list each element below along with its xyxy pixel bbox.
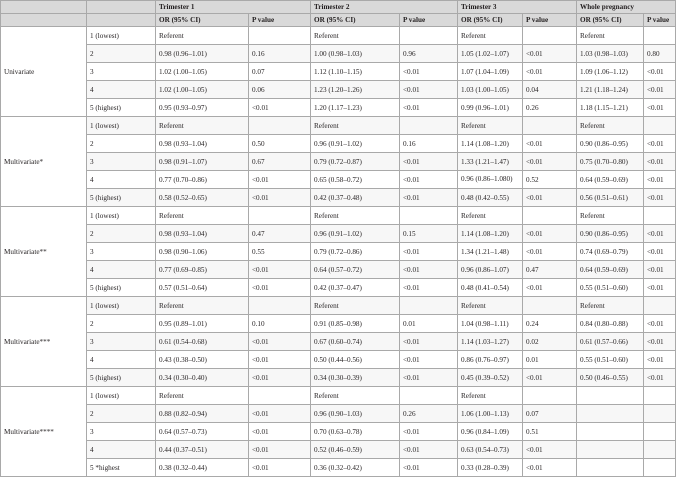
t2-or-cell: Referent xyxy=(311,297,400,315)
whole-or-cell: 0.75 (0.70–0.80) xyxy=(577,153,644,171)
header-group-trimester-3: Trimester 3 xyxy=(458,1,577,14)
t1-p-cell: <0.01 xyxy=(249,279,311,297)
t3-or-cell: 1.14 (1.08–1.20) xyxy=(458,135,523,153)
t2-or-cell: 1.00 (0.98–1.03) xyxy=(311,45,400,63)
whole-p-cell: <0.01 xyxy=(644,153,676,171)
t1-or-cell: 0.43 (0.38–0.50) xyxy=(156,351,249,369)
table-row xyxy=(1,459,676,477)
t2-p-cell: <0.01 xyxy=(400,81,458,99)
header-p-value: P value xyxy=(523,14,577,27)
t1-or-cell: 0.38 (0.32–0.44) xyxy=(156,459,249,477)
t1-p-cell: <0.01 xyxy=(249,261,311,279)
whole-or-cell xyxy=(577,387,644,405)
t2-or-cell: 1.20 (1.17–1.23) xyxy=(311,99,400,117)
t2-or-cell: 0.42 (0.37–0.48) xyxy=(311,189,400,207)
t3-or-cell: 0.96 (0.86–1.080) xyxy=(458,171,523,189)
quintile-cell: 4 xyxy=(87,81,156,99)
t2-p-cell: <0.01 xyxy=(400,171,458,189)
t1-p-cell: 0.07 xyxy=(249,63,311,81)
t2-p-cell: 0.16 xyxy=(400,135,458,153)
whole-p-cell xyxy=(644,459,676,477)
t1-or-cell: 0.98 (0.90–1.06) xyxy=(156,243,249,261)
whole-p-cell: <0.01 xyxy=(644,369,676,387)
t3-or-cell: 0.86 (0.76–0.97) xyxy=(458,351,523,369)
quintile-cell: 3 xyxy=(87,333,156,351)
t1-or-cell: 0.58 (0.52–0.65) xyxy=(156,189,249,207)
t1-p-cell: <0.01 xyxy=(249,369,311,387)
t3-p-cell: 0.24 xyxy=(523,315,577,333)
t3-p-cell: <0.01 xyxy=(523,63,577,81)
quintile-cell: 5 (highest) xyxy=(87,189,156,207)
whole-p-cell: <0.01 xyxy=(644,171,676,189)
table-row xyxy=(1,27,676,45)
whole-or-cell xyxy=(577,441,644,459)
t1-or-cell: 0.95 (0.93–0.97) xyxy=(156,99,249,117)
whole-or-cell xyxy=(577,459,644,477)
t1-or-cell: 0.98 (0.93–1.04) xyxy=(156,135,249,153)
t2-or-cell: 0.70 (0.63–0.78) xyxy=(311,423,400,441)
t2-p-cell xyxy=(400,117,458,135)
whole-p-cell xyxy=(644,441,676,459)
t2-or-cell: 0.65 (0.58–0.72) xyxy=(311,171,400,189)
t2-p-cell: <0.01 xyxy=(400,279,458,297)
t3-or-cell: 1.03 (1.00–1.05) xyxy=(458,81,523,99)
t2-or-cell: 0.52 (0.46–0.59) xyxy=(311,441,400,459)
t1-or-cell: 1.02 (1.00–1.05) xyxy=(156,63,249,81)
whole-or-cell: Referent xyxy=(577,297,644,315)
whole-or-cell xyxy=(577,405,644,423)
whole-or-cell: 1.18 (1.15–1.21) xyxy=(577,99,644,117)
whole-p-cell: <0.01 xyxy=(644,279,676,297)
quintile-cell: 2 xyxy=(87,135,156,153)
table-row xyxy=(1,369,676,387)
t1-p-cell: 0.67 xyxy=(249,153,311,171)
t1-p-cell: 0.10 xyxy=(249,315,311,333)
t1-p-cell: 0.55 xyxy=(249,243,311,261)
table-row xyxy=(1,387,676,405)
t1-or-cell: Referent xyxy=(156,207,249,225)
t3-or-cell: Referent xyxy=(458,297,523,315)
t1-p-cell: <0.01 xyxy=(249,405,311,423)
t3-p-cell: <0.01 xyxy=(523,225,577,243)
t1-or-cell: Referent xyxy=(156,117,249,135)
t3-or-cell: 0.96 (0.86–1.07) xyxy=(458,261,523,279)
whole-p-cell xyxy=(644,207,676,225)
t2-p-cell: <0.01 xyxy=(400,423,458,441)
table-row xyxy=(1,135,676,153)
table-row xyxy=(1,207,676,225)
t2-or-cell: 0.96 (0.91–1.02) xyxy=(311,225,400,243)
whole-p-cell: <0.01 xyxy=(644,63,676,81)
t1-p-cell: 0.47 xyxy=(249,225,311,243)
t1-p-cell: <0.01 xyxy=(249,423,311,441)
quintile-cell: 1 (lowest) xyxy=(87,27,156,45)
t1-p-cell: <0.01 xyxy=(249,441,311,459)
t2-or-cell: Referent xyxy=(311,27,400,45)
t3-p-cell: 0.51 xyxy=(523,423,577,441)
header-blank-quintile-2 xyxy=(87,14,156,27)
t1-or-cell: 0.98 (0.93–1.04) xyxy=(156,225,249,243)
whole-p-cell: <0.01 xyxy=(644,99,676,117)
t1-p-cell: <0.01 xyxy=(249,351,311,369)
t3-or-cell: 1.34 (1.21–1.48) xyxy=(458,243,523,261)
t2-p-cell: <0.01 xyxy=(400,261,458,279)
t2-p-cell xyxy=(400,207,458,225)
whole-or-cell: 0.90 (0.86–0.95) xyxy=(577,135,644,153)
t1-p-cell xyxy=(249,297,311,315)
whole-or-cell: 0.55 (0.51–0.60) xyxy=(577,279,644,297)
table-row xyxy=(1,99,676,117)
t2-or-cell: 1.23 (1.20–1.26) xyxy=(311,81,400,99)
whole-or-cell: 1.09 (1.06–1.12) xyxy=(577,63,644,81)
quintile-cell: 1 (lowest) xyxy=(87,297,156,315)
header-group-row xyxy=(1,1,676,14)
table-body xyxy=(1,27,676,477)
model-label: Multivariate*** xyxy=(1,297,87,387)
t2-or-cell: 0.50 (0.44–0.56) xyxy=(311,351,400,369)
table-row xyxy=(1,189,676,207)
t3-or-cell: Referent xyxy=(458,117,523,135)
header-p-value: P value xyxy=(644,14,676,27)
t3-p-cell xyxy=(523,297,577,315)
model-label: Multivariate**** xyxy=(1,387,87,477)
header-blank-quintile xyxy=(87,1,156,14)
t3-p-cell: <0.01 xyxy=(523,45,577,63)
t1-or-cell: 1.02 (1.00–1.05) xyxy=(156,81,249,99)
table-row xyxy=(1,153,676,171)
t1-or-cell: 0.98 (0.96–1.01) xyxy=(156,45,249,63)
whole-or-cell: 1.21 (1.18–1.24) xyxy=(577,81,644,99)
whole-p-cell: 0.80 xyxy=(644,45,676,63)
t3-or-cell: 1.05 (1.02–1.07) xyxy=(458,45,523,63)
whole-or-cell xyxy=(577,423,644,441)
t2-p-cell: 0.96 xyxy=(400,45,458,63)
t3-or-cell: Referent xyxy=(458,27,523,45)
whole-p-cell: <0.01 xyxy=(644,135,676,153)
whole-p-cell: <0.01 xyxy=(644,351,676,369)
t2-or-cell: 0.36 (0.32–0.42) xyxy=(311,459,400,477)
t1-or-cell: Referent xyxy=(156,297,249,315)
table-header xyxy=(1,1,676,27)
t1-p-cell: <0.01 xyxy=(249,99,311,117)
t3-or-cell: 1.33 (1.21–1.47) xyxy=(458,153,523,171)
table-row xyxy=(1,333,676,351)
t3-p-cell: <0.01 xyxy=(523,459,577,477)
t1-or-cell: 0.57 (0.51–0.64) xyxy=(156,279,249,297)
t3-or-cell: 0.96 (0.84–1.09) xyxy=(458,423,523,441)
t1-or-cell: 0.77 (0.69–0.85) xyxy=(156,261,249,279)
whole-or-cell: 0.50 (0.46–0.55) xyxy=(577,369,644,387)
t2-p-cell: <0.01 xyxy=(400,189,458,207)
t2-p-cell xyxy=(400,297,458,315)
whole-or-cell: 0.90 (0.86–0.95) xyxy=(577,225,644,243)
t2-p-cell: 0.01 xyxy=(400,315,458,333)
t1-p-cell xyxy=(249,27,311,45)
t2-or-cell: 1.12 (1.10–1.15) xyxy=(311,63,400,81)
t3-p-cell: <0.01 xyxy=(523,153,577,171)
model-label: Multivariate** xyxy=(1,207,87,297)
table-row xyxy=(1,279,676,297)
t2-or-cell: 0.96 (0.91–1.02) xyxy=(311,135,400,153)
t3-p-cell xyxy=(523,207,577,225)
quintile-cell: 5 *highest xyxy=(87,459,156,477)
t3-or-cell: 0.45 (0.39–0.52) xyxy=(458,369,523,387)
t1-p-cell: 0.50 xyxy=(249,135,311,153)
t2-p-cell: 0.15 xyxy=(400,225,458,243)
t2-p-cell xyxy=(400,387,458,405)
header-or-ci: OR (95% CI) xyxy=(577,14,644,27)
whole-or-cell: 0.55 (0.51–0.60) xyxy=(577,351,644,369)
t2-or-cell: Referent xyxy=(311,387,400,405)
t3-p-cell: <0.01 xyxy=(523,243,577,261)
t3-or-cell: 1.04 (0.98–1.11) xyxy=(458,315,523,333)
quintile-cell: 5 (highest) xyxy=(87,99,156,117)
t3-p-cell xyxy=(523,387,577,405)
t2-or-cell: 0.96 (0.90–1.03) xyxy=(311,405,400,423)
quintile-cell: 2 xyxy=(87,45,156,63)
quintile-cell: 5 (highest) xyxy=(87,369,156,387)
t1-or-cell: Referent xyxy=(156,387,249,405)
t3-p-cell: <0.01 xyxy=(523,369,577,387)
table-row xyxy=(1,405,676,423)
t3-or-cell: Referent xyxy=(458,387,523,405)
t2-p-cell: <0.01 xyxy=(400,243,458,261)
t3-or-cell: Referent xyxy=(458,207,523,225)
model-label: Univariate xyxy=(1,27,87,117)
quintile-cell: 1 (lowest) xyxy=(87,207,156,225)
header-blank-model-2 xyxy=(1,14,87,27)
t3-p-cell: 0.07 xyxy=(523,405,577,423)
header-group-trimester-2: Trimester 2 xyxy=(311,1,458,14)
t2-or-cell: 0.79 (0.72–0.86) xyxy=(311,243,400,261)
table-row xyxy=(1,63,676,81)
quintile-cell: 4 xyxy=(87,171,156,189)
header-group-whole-pregnancy: Whole pregnancy xyxy=(577,1,676,14)
t1-or-cell: 0.95 (0.89–1.01) xyxy=(156,315,249,333)
whole-or-cell: Referent xyxy=(577,207,644,225)
whole-p-cell: <0.01 xyxy=(644,225,676,243)
whole-p-cell: <0.01 xyxy=(644,81,676,99)
header-p-value: P value xyxy=(400,14,458,27)
t3-or-cell: 0.63 (0.54–0.73) xyxy=(458,441,523,459)
t2-or-cell: 0.64 (0.57–0.72) xyxy=(311,261,400,279)
t2-p-cell: <0.01 xyxy=(400,99,458,117)
whole-or-cell: Referent xyxy=(577,117,644,135)
quintile-cell: 2 xyxy=(87,225,156,243)
whole-or-cell: 0.84 (0.80–0.88) xyxy=(577,315,644,333)
quintile-cell: 4 xyxy=(87,261,156,279)
t2-p-cell: <0.01 xyxy=(400,369,458,387)
whole-p-cell xyxy=(644,387,676,405)
table-row xyxy=(1,81,676,99)
t3-or-cell: 1.06 (1.00–1.13) xyxy=(458,405,523,423)
t3-p-cell: <0.01 xyxy=(523,135,577,153)
quintile-cell: 3 xyxy=(87,153,156,171)
whole-p-cell xyxy=(644,117,676,135)
whole-or-cell: 0.64 (0.59–0.69) xyxy=(577,261,644,279)
table-row xyxy=(1,171,676,189)
t1-or-cell: 0.44 (0.37–0.51) xyxy=(156,441,249,459)
t1-or-cell: 0.61 (0.54–0.68) xyxy=(156,333,249,351)
model-label: Multivariate* xyxy=(1,117,87,207)
table-row xyxy=(1,243,676,261)
whole-p-cell: <0.01 xyxy=(644,261,676,279)
t2-or-cell: 0.42 (0.37–0.47) xyxy=(311,279,400,297)
t1-p-cell: 0.06 xyxy=(249,81,311,99)
t3-p-cell: 0.02 xyxy=(523,333,577,351)
t3-or-cell: 0.48 (0.42–0.55) xyxy=(458,189,523,207)
t1-p-cell xyxy=(249,387,311,405)
t2-p-cell: <0.01 xyxy=(400,459,458,477)
t3-or-cell: 0.33 (0.28–0.39) xyxy=(458,459,523,477)
t3-or-cell: 0.48 (0.41–0.54) xyxy=(458,279,523,297)
t1-p-cell: <0.01 xyxy=(249,171,311,189)
whole-p-cell xyxy=(644,297,676,315)
header-blank-model xyxy=(1,1,87,14)
quintile-cell: 5 (highest) xyxy=(87,279,156,297)
t3-p-cell xyxy=(523,117,577,135)
whole-or-cell: 1.03 (0.98–1.03) xyxy=(577,45,644,63)
t2-or-cell: 0.67 (0.60–0.74) xyxy=(311,333,400,351)
quintile-cell: 2 xyxy=(87,405,156,423)
t2-or-cell: 0.91 (0.85–0.98) xyxy=(311,315,400,333)
whole-or-cell: Referent xyxy=(577,27,644,45)
whole-or-cell: 0.56 (0.51–0.61) xyxy=(577,189,644,207)
t3-or-cell: 1.14 (1.03–1.27) xyxy=(458,333,523,351)
t1-or-cell: 0.64 (0.57–0.73) xyxy=(156,423,249,441)
t1-p-cell xyxy=(249,207,311,225)
whole-p-cell: <0.01 xyxy=(644,315,676,333)
quintile-cell: 1 (lowest) xyxy=(87,387,156,405)
t1-or-cell: 0.77 (0.70–0.86) xyxy=(156,171,249,189)
table-row xyxy=(1,261,676,279)
t1-p-cell: <0.01 xyxy=(249,459,311,477)
whole-p-cell xyxy=(644,27,676,45)
quintile-cell: 4 xyxy=(87,441,156,459)
whole-p-cell: <0.01 xyxy=(644,243,676,261)
t3-p-cell: 0.52 xyxy=(523,171,577,189)
t1-or-cell: 0.88 (0.82–0.94) xyxy=(156,405,249,423)
whole-or-cell: 0.74 (0.69–0.79) xyxy=(577,243,644,261)
header-or-ci: OR (95% CI) xyxy=(458,14,523,27)
whole-or-cell: 0.61 (0.57–0.66) xyxy=(577,333,644,351)
t3-p-cell xyxy=(523,27,577,45)
t2-p-cell: <0.01 xyxy=(400,63,458,81)
table-row xyxy=(1,441,676,459)
whole-or-cell: 0.64 (0.59–0.69) xyxy=(577,171,644,189)
t2-or-cell: Referent xyxy=(311,207,400,225)
t3-p-cell: <0.01 xyxy=(523,441,577,459)
whole-p-cell: <0.01 xyxy=(644,189,676,207)
header-group-trimester-1: Trimester 1 xyxy=(156,1,311,14)
whole-p-cell xyxy=(644,405,676,423)
t2-p-cell: <0.01 xyxy=(400,333,458,351)
t2-or-cell: Referent xyxy=(311,117,400,135)
quintile-cell: 4 xyxy=(87,351,156,369)
t2-p-cell: <0.01 xyxy=(400,441,458,459)
table-row xyxy=(1,45,676,63)
t3-p-cell: 0.26 xyxy=(523,99,577,117)
header-p-value: P value xyxy=(249,14,311,27)
t2-p-cell: 0.26 xyxy=(400,405,458,423)
t2-p-cell: <0.01 xyxy=(400,351,458,369)
t2-or-cell: 0.34 (0.30–0.39) xyxy=(311,369,400,387)
t3-or-cell: 1.07 (1.04–1.09) xyxy=(458,63,523,81)
table-row xyxy=(1,297,676,315)
t1-p-cell: 0.16 xyxy=(249,45,311,63)
header-subcolumn-row xyxy=(1,14,676,27)
quintile-cell: 3 xyxy=(87,63,156,81)
t3-p-cell: 0.04 xyxy=(523,81,577,99)
t3-or-cell: 0.99 (0.96–1.01) xyxy=(458,99,523,117)
table-row xyxy=(1,423,676,441)
header-or-ci: OR (95% CI) xyxy=(311,14,400,27)
t3-p-cell: <0.01 xyxy=(523,189,577,207)
quintile-cell: 2 xyxy=(87,315,156,333)
quintile-cell: 3 xyxy=(87,423,156,441)
t1-or-cell: 0.98 (0.91–1.07) xyxy=(156,153,249,171)
t1-p-cell: <0.01 xyxy=(249,189,311,207)
quintile-cell: 3 xyxy=(87,243,156,261)
t3-p-cell: 0.47 xyxy=(523,261,577,279)
table-row xyxy=(1,351,676,369)
whole-p-cell xyxy=(644,423,676,441)
t2-p-cell xyxy=(400,27,458,45)
t3-p-cell: 0.01 xyxy=(523,351,577,369)
t1-p-cell: <0.01 xyxy=(249,333,311,351)
t2-or-cell: 0.79 (0.72–0.87) xyxy=(311,153,400,171)
quintile-cell: 1 (lowest) xyxy=(87,117,156,135)
table-row xyxy=(1,117,676,135)
t1-p-cell xyxy=(249,117,311,135)
t1-or-cell: 0.34 (0.30–0.40) xyxy=(156,369,249,387)
t3-or-cell: 1.14 (1.08–1.20) xyxy=(458,225,523,243)
table-row xyxy=(1,315,676,333)
t2-p-cell: <0.01 xyxy=(400,153,458,171)
t3-p-cell: <0.01 xyxy=(523,279,577,297)
table-row xyxy=(1,225,676,243)
t1-or-cell: Referent xyxy=(156,27,249,45)
header-or-ci: OR (95% CI) xyxy=(156,14,249,27)
whole-p-cell: <0.01 xyxy=(644,333,676,351)
